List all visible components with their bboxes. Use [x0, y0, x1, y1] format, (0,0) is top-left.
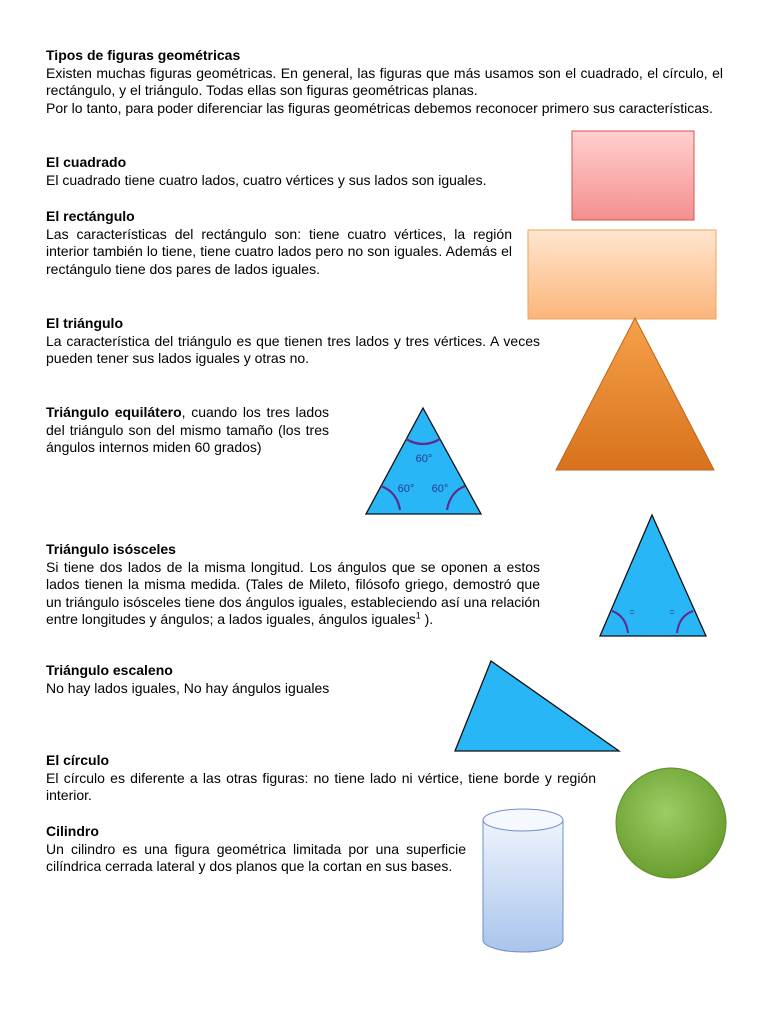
isosceles-section	[46, 541, 540, 629]
rectangulo-title: El rectángulo	[46, 208, 135, 224]
rectangle-shape	[526, 228, 720, 322]
equilatero-section	[46, 404, 329, 457]
angle-label-right: 60°	[431, 483, 449, 495]
isosceles-title: Triángulo isósceles	[46, 541, 176, 557]
cilindro-title: Cilindro	[46, 823, 99, 839]
isosceles-text: Si tiene dos lados de la misma longitud. Los ángulos que se oponen a estos lados tienen la misma medida. (Tales de Mileto, filósofo griego, demostró que un triángulo isósceles tiene dos ángulos iguales, estableciendo así una relación entre longitudes y ángulos; a lados iguales, ángulos iguales	[46, 558, 540, 628]
intro-paragraph-2: Por lo tanto, para poder diferenciar las figuras geométricas debemos reconocer primero sus características.	[46, 99, 713, 116]
triangulo-text: La característica del triángulo es que tienen tres lados y tres vértices. A veces pueden tener sus lados iguales y otras no.	[46, 332, 540, 367]
isosceles-text-end: ).	[420, 611, 434, 628]
scalene-triangle-figure	[452, 658, 622, 754]
cilindro-text: Un cilindro es una figura geométrica limitada por una superficie cilíndrica cerrada lateral y dos planos que la cortan en sus bases.	[46, 840, 466, 875]
rectangulo-text: Las características del rectángulo son: tiene cuatro vértices, la región interior también lo tiene, tiene cuatro lados pero no son iguales. Además el rectángulo tiene dos pares de lados iguales.	[46, 225, 512, 277]
cuadrado-title: El cuadrado	[46, 154, 127, 170]
circulo-section	[46, 752, 596, 805]
intro-section	[46, 47, 723, 117]
angle-label-left: 60°	[397, 483, 415, 495]
isosceles-triangle-figure	[597, 512, 709, 638]
equilatero-text: , cuando los tres lados del triángulo son del mismo tamaño (los tres ángulos internos miden 60 grados)	[46, 404, 329, 456]
escaleno-text: No hay lados iguales, No hay ángulos iguales	[46, 679, 330, 696]
triangle-shape	[552, 314, 718, 474]
circle-shape	[612, 764, 730, 882]
intro-title: Tipos de figuras geométricas	[46, 47, 241, 63]
equilateral-triangle-figure	[362, 404, 486, 516]
square-shape	[570, 129, 698, 223]
equilatero-title: Triángulo equilátero	[46, 404, 182, 420]
escaleno-title: Triángulo escaleno	[46, 662, 173, 678]
triangulo-title: El triángulo	[46, 315, 123, 331]
cuadrado-text: El cuadrado tiene cuatro lados, cuatro vértices y sus lados son iguales.	[46, 171, 487, 188]
circulo-title: El círculo	[46, 752, 110, 768]
circulo-text: El círculo es diferente a las otras figuras: no tiene lado ni vértice, tiene borde y región interior.	[46, 769, 596, 804]
angle-mark-left: =	[629, 607, 635, 617]
triangulo-section	[46, 315, 540, 368]
angle-label-top: 60°	[415, 453, 433, 465]
cilindro-section	[46, 823, 466, 876]
rectangulo-section	[46, 208, 512, 278]
footnote-mark: 1	[415, 610, 421, 621]
escaleno-section	[46, 662, 446, 697]
angle-mark-right: =	[669, 607, 675, 617]
cuadrado-section	[46, 154, 546, 189]
intro-paragraph-1: Existen muchas figuras geométricas. En general, las figuras que más usamos son el cuadrado, el círculo, el rectángulo, y el triángulo. Todas ellas son figuras geométricas planas.	[46, 64, 723, 99]
cylinder-shape	[478, 806, 568, 956]
